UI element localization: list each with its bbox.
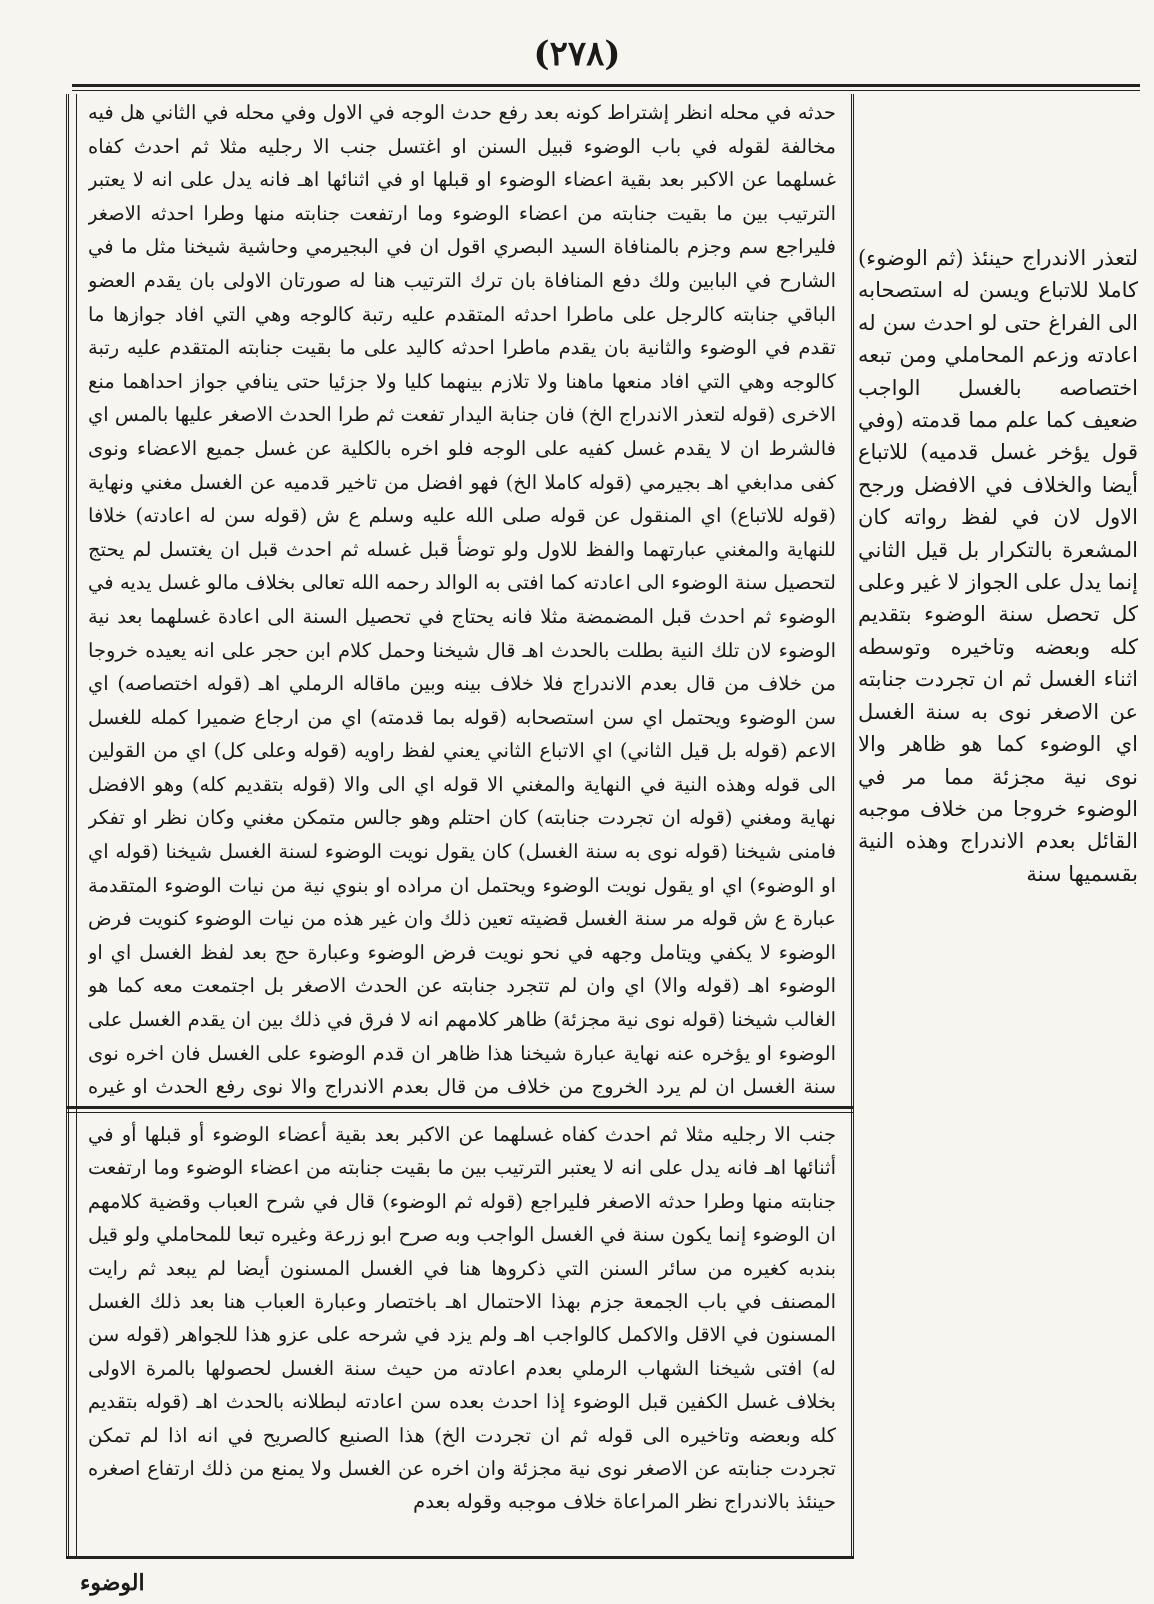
- section-divider-thin: [66, 1112, 854, 1113]
- section-divider: [66, 1106, 854, 1109]
- catchword: الوضوء: [80, 1570, 145, 1596]
- footnote-text: جنب الا رجليه مثلا ثم احدث كفاه غسلهما عن الاكبر بعد بقية أعضاء الوضوء أو قبلها أو في أثنائها اهـ فانه يدل على انه لا يعتبر الترتيب بين ما بقيت جنابته من اعضاء الوضوء وما ارتفعت جنابته منها وطرا حدثه الاصغر فليراجع (قوله ثم الوضوء) قال في شرح العباب وقضية كلامهم ان الوضوء إنما يكون سنة في الغسل الواجب وبه صرح ابو زرعة وغيره تبعا للمحاملي ولو قيل بندبه كغيره من سائر السنن التي ذكروها هنا في الغسل المسنون أيضا لم يبعد ثم رايت المصنف في باب الجمعة جزم بهذا الاحتمال اهـ باختصار وعبارة العباب هنا بعد ذلك الغسل المسنون في الاقل والاكمل كالواجب اهـ ولم يزد في شرحه على عزو هذا للجواهر (قوله سن له) افتى شيخنا الشهاب الرملي بعدم اعادته من حيث سنة الغسل لحصولها بالمرة الاولى بخلاف غسل الكفين قبل الوضوء إذا احدث بعده سن اعادته لبطلانه بالحدث اهـ (قوله بتقديم كله وبعضه وتاخيره الى قوله ثم ان تجردت الخ) هذا الصنيع كالصريح في انه اذا لم تمكن تجردت جنابته عن الاصغر نوى نية مجزئة وان اخره عن الغسل ولا يمنع من ذلك ارتفاع اصغره حينئذ بالاندراج نظر المراعاة خلاف موجبه وقوله بعدم: [88, 1123, 836, 1514]
- frame-inner-border: [76, 94, 77, 1558]
- matn-margin-text: لتعذر الاندراج حينئذ (ثم الوضوء) كاملا للاتباع ويسن له استصحابه الى الفراغ حتى لو احدث سن له اعادته وزعم المحاملي ومن تبعه اختصاصه بالغسل الواجب ضعيف كما علم مما قدمته (وفي قول يؤخر غسل قدميه) للاتباع أيضا والخلاف في الافضل ورجح الاول لان في لفظ رواته كان المشعرة بالتكرار بل قيل الثاني إنما يدل على الجواز لا غير وعلى كل تحصل سنة الوضوء بتقديم كله وبعضه وتاخيره وتوسطه اثناء الغسل ثم ان تجردت جنابته عن الاصغر نوى به سنة الغسل اي الوضوء كما هو ظاهر والا نوى نية مجزئة مما مر في الوضوء خروجا من خلاف موجبه القائل بعدم الاندراج وهذه النية بقسميها سنة: [858, 246, 1138, 886]
- bottom-rule: [66, 1556, 854, 1559]
- commentary-text: حدثه في محله انظر إشتراط كونه بعد رفع حدث الوجه في الاول وفي محله في الثاني هل فيه مخالفة لقوله في باب الوضوء قبيل السنن او اغتسل جنب الا رجليه مثلا ثم احدث كفاه غسلهما عن الاكبر بعد بقية اعضاء الوضوء او قبلها او في اثنائها اهـ فانه يدل على انه لا يعتبر الترتيب بين ما بقيت جنابته من اعضاء الوضوء وما ارتفعت جنابته منها وطرا احدثه الاصغر فليراجع سم وجزم بالمنافاة السيد البصري اقول ان في البجيرمي وحاشية شيخنا مثل ما في الشارح في البابين ولك دفع المنافاة بان ترك الترتيب هنا له صورتان الاولى بان يقدم العضو الباقي جنابته كالرجل على ماطرا احدثه المتقدم عليه رتبة كالوجه وهي التي افاد جوازها ما تقدم في الوضوء والثانية بان يقدم ماطرا احدثه كاليد على ما بقيت جنابته المتقدم عليه رتبة كالوجه وهي التي افاد منعها ماهنا ولا تلازم بينهما كليا ولا جزئيا حتى ينافي جواز احداهما منع الاخرى (قوله لتعذر الاندراج الخ) فان جنابة اليدار تفعت ثم طرا الحدث الاصغر عليها بالمس اي فالشرط ان لا يقدم غسل كفيه على الوجه فلو اخره بالكلية عن غسل جميع الاعضاء ونوى كفى مدابغي اهـ بجيرمي (قوله كاملا الخ) فهو افضل من تاخير قدميه عن الغسل مغني ونهاية (قوله للاتباع) اي المنقول عن قوله صلى الله عليه وسلم ع ش (قوله سن له اعادته) خلافا للنهاية والمغني عبارتهما والفظ للاول ولو توضأ قبل غسله ثم احدث قبل ان يغتسل لم يحتج لتحصيل سنة الوضوء الى اعادته كما افتى به الوالد رحمه الله تعالى بخلاف مالو غسل يديه في الوضوء ثم احدث قبل المضمضة مثلا فانه يحتاج في تحصيل السنة الى اعادة غسلهما بعد نية الوضوء لان تلك النية بطلت بالحدث اهـ قال شيخنا وحمل كلام ابن حجر على انه يعيده خروجا من خلاف من قال بعدم الاندراج فلا خلاف بينه وبين ماقاله الرملي اهـ (قوله اختصاصه) اي سن الوضوء ويحتمل اي سن استصحابه (قوله بما قدمته) اي من ارجاع ضميرا كمله للغسل الاعم (قوله بل قيل الثاني) اي الاتباع الثاني يعني لفظ راويه (قوله وعلى كل) اي من القولين الى قوله وهذه النية في النهاية والمغني الا قوله اي الى والا (قوله بتقديم كله) وهو الافضل نهاية ومغني (قوله ان تجردت جنابته) كان احتلم وهو جالس متمكن مغني وكان نظر او تفكر فامنى شيخنا (قوله نوى به سنة الغسل) كان يقول نويت الوضوء لسنة الغسل شيخنا (قوله اي او الوضوء) اي او يقول نويت الوضوء ويحتمل ان مراده او بنوي نية من نيات الوضوء المتقدمة عبارة ع ش قوله مر سنة الغسل قضيته تعين ذلك وان غير هذه من نيات الوضوء كنويت فرض الوضوء لا يكفي ويتامل وجهه في نحو نويت فرض الوضوء وعبارة حج بعد لفظ الغسل اي او الوضوء اهـ (قوله والا) اي وان لم تتجرد جنابته عن الحدث الاصغر بل اجتمعت معه كما هو الغالب شيخنا (قوله نوى نية مجزئة) ظاهر كلامهم انه لا فرق في ذلك بين ان يقدم الغسل على الوضوء او يؤخره عنه نهاية عبارة شيخنا هذا ظاهر ان قدم الوضوء على الغسل فان اخره نوى سنة الغسل ان لم يرد الخروج من خلاف من قال بعدم الاندراج والا نوى رفع الحدث او غيره: [88, 101, 836, 1099]
- page-number: (٢٧٨): [533, 34, 621, 74]
- top-rule: [72, 84, 1140, 91]
